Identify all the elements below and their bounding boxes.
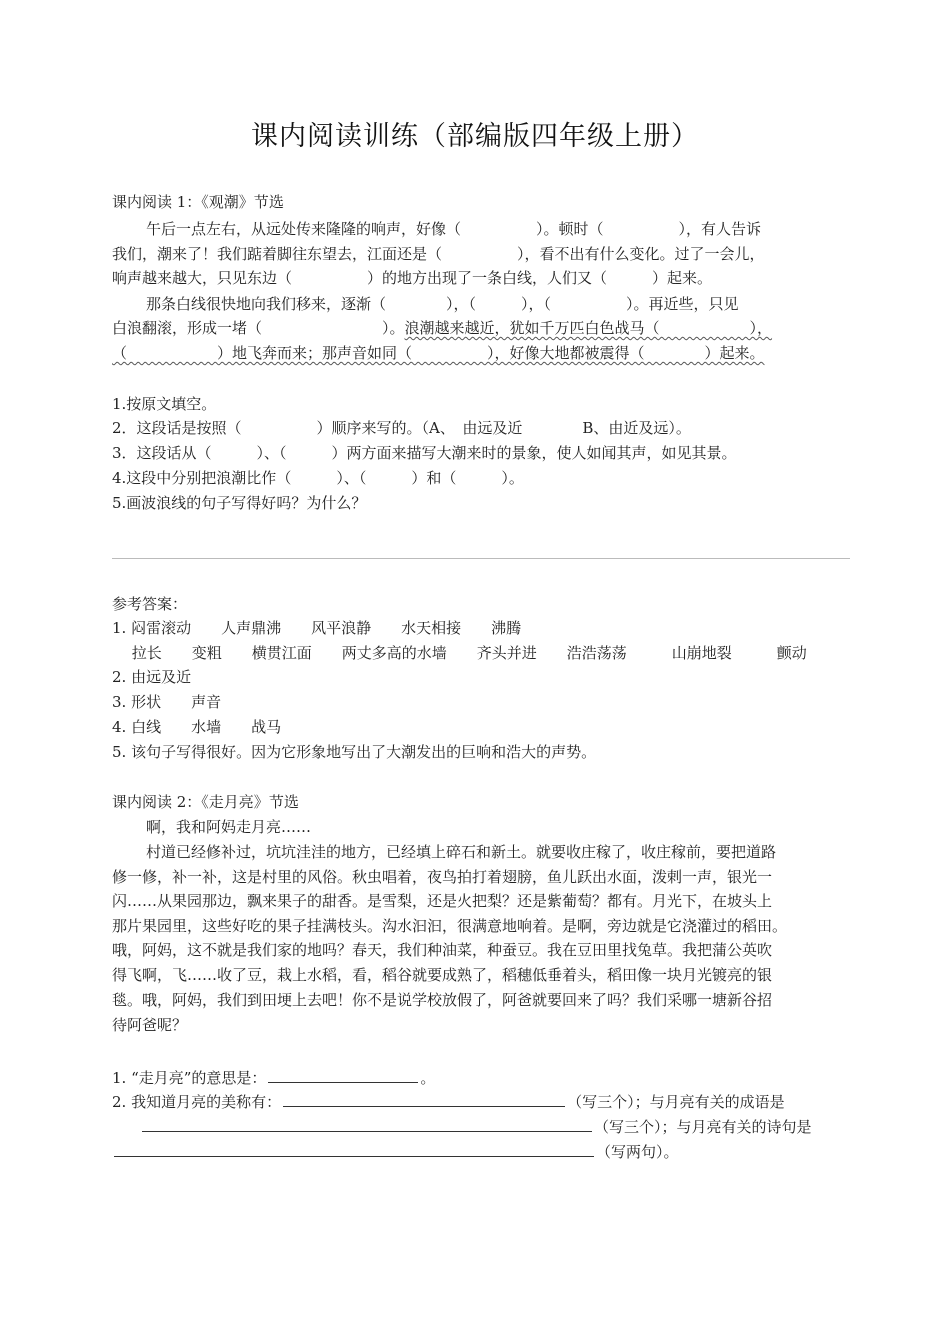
answer-line-4: 4. 白线 水墙 战马 [112,718,282,736]
question2-2-idioms-label: （写三个）；与月亮有关的成语是 [567,1093,785,1111]
answer-blank-poems[interactable] [114,1140,594,1157]
question2-2 [112,1090,785,1112]
answer-line-3: 3. 形状 声音 [112,693,222,711]
question2-1-label: 1. “走月亮”的意思是： [112,1069,267,1087]
reading2-line-1: 啊，我和阿妈走月亮…… [146,818,312,836]
question2-2-line2 [140,1115,812,1137]
reading2-line-5: 那片果园里，这些好吃的果子挂满枝头。沟水汩汩，很满意地响着。是啊，旁边就是它浇灌过的稻田。 [112,917,788,935]
reading1-p2-line1: 那条白线很快地向我们移来，逐渐（ ），（ ），（ ）。再近些，只见 [146,295,739,313]
question2-1-end: 。 [420,1069,436,1087]
question2-2-line3 [112,1140,679,1162]
divider-line [112,558,850,559]
answer-blank-nicknames[interactable] [283,1090,565,1107]
answer-line-5: 5. 该句子写得很好。因为它形象地写出了大潮发出的巨响和浩大的声势。 [112,743,597,761]
answers-heading: 参考答案： [112,595,188,613]
reading1-heading: 课内阅读 1：《观潮》节选 [112,193,284,211]
reading1-p2-line2-plain: 白浪翻滚，形成一堵（ ）。 [112,319,405,337]
question2-2-poems-label: （写三个）；与月亮有关的诗句是 [594,1118,812,1136]
answer-line-2: 2. 由远及近 [112,668,192,686]
reading2-line-9: 待阿爸呢？ [112,1016,188,1034]
question1-4: 4.这段中分别把浪潮比作（ ）、（ ）和（ ）。 [112,469,524,487]
answer-line-1-cont: 拉长 变粗 横贯江面 两丈多高的水墙 齐头并进 浩浩荡荡 山崩地裂 颤动 [112,644,807,662]
reading2-line-3: 修一修，补一补，这是村里的风俗。秋虫唱着，夜鸟拍打着翅膀，鱼儿跃出水面，泼剌一声，银光一 [112,868,773,886]
reading2-heading: 课内阅读 2：《走月亮》节选 [112,793,299,811]
question1-3: 3．这段话从（ ）、（ ）两方面来描写大潮来时的景象，使人如闻其声，如见其景。 [112,444,737,462]
page-title: 课内阅读训练（部编版四年级上册） [251,121,699,152]
answer-blank-idioms[interactable] [142,1115,592,1132]
question2-2-label: 2. 我知道月亮的美称有： [112,1093,282,1111]
reading2-line-6: 哦，阿妈，这不就是我们家的地吗？春天，我们种油菜，种蚕豆。我在豆田里找兔草。我把蒲公英吹 [112,941,773,959]
wavy-underlined-sentence-part2: （ ）地飞奔而来；那声音如同（ ），好像大地都被震得（ ）起来。 [112,344,765,362]
reading2-line-7: 得飞啊，飞……收了豆，栽上水稻，看，稻谷就要成熟了，稻穗低垂着头，稻田像一块月光镀亮的银 [112,966,773,984]
question1-1: 1.按原文填空。 [112,395,217,413]
reading1-p2-line2 [112,318,772,338]
answer-line-1: 1. 闷雷滚动 人声鼎沸 风平浪静 水天相接 沸腾 [112,619,522,637]
question2-1 [112,1066,435,1088]
reading1-p1-line2: 我们，潮来了！我们踮着脚往东望去，江面还是（ ），看不出有什么变化。过了一会儿， [112,245,765,263]
wavy-underlined-sentence-part1: 浪潮越来越近，犹如千万匹白色战马（ ）， [404,319,773,337]
question1-2: 2．这段话是按照（ ）顺序来写的。（A、 由远及近 B、由近及远）。 [112,419,691,437]
reading1-p1-line1: 午后一点左右，从远处传来隆隆的响声，好像（ ）。顿时（ ），有人告诉 [146,220,762,238]
reading2-line-8: 毯。哦，阿妈，我们到田埂上去吧！你不是说学校放假了，阿爸就要回来了吗？我们采哪一塘新谷招 [112,991,773,1009]
answer-blank-1[interactable] [268,1066,418,1083]
question1-5: 5.画波浪线的句子写得好吗？为什么？ [112,494,367,512]
reading2-line-2: 村道已经修补过，坑坑洼洼的地方，已经填上碎石和新土。就要收庄稼了，收庄稼前，要把道路 [146,843,777,861]
reading2-line-4: 闪……从果园那边，飘来果子的甜香。是雪梨，还是火把梨？还是紫葡萄？都有。月光下，在坡头上 [112,892,773,910]
question2-2-end: （写两句）。 [596,1143,679,1161]
reading1-p1-line3: 响声越来越大，只见东边（ ）的地方出现了一条白线，人们又（ ）起来。 [112,269,713,287]
